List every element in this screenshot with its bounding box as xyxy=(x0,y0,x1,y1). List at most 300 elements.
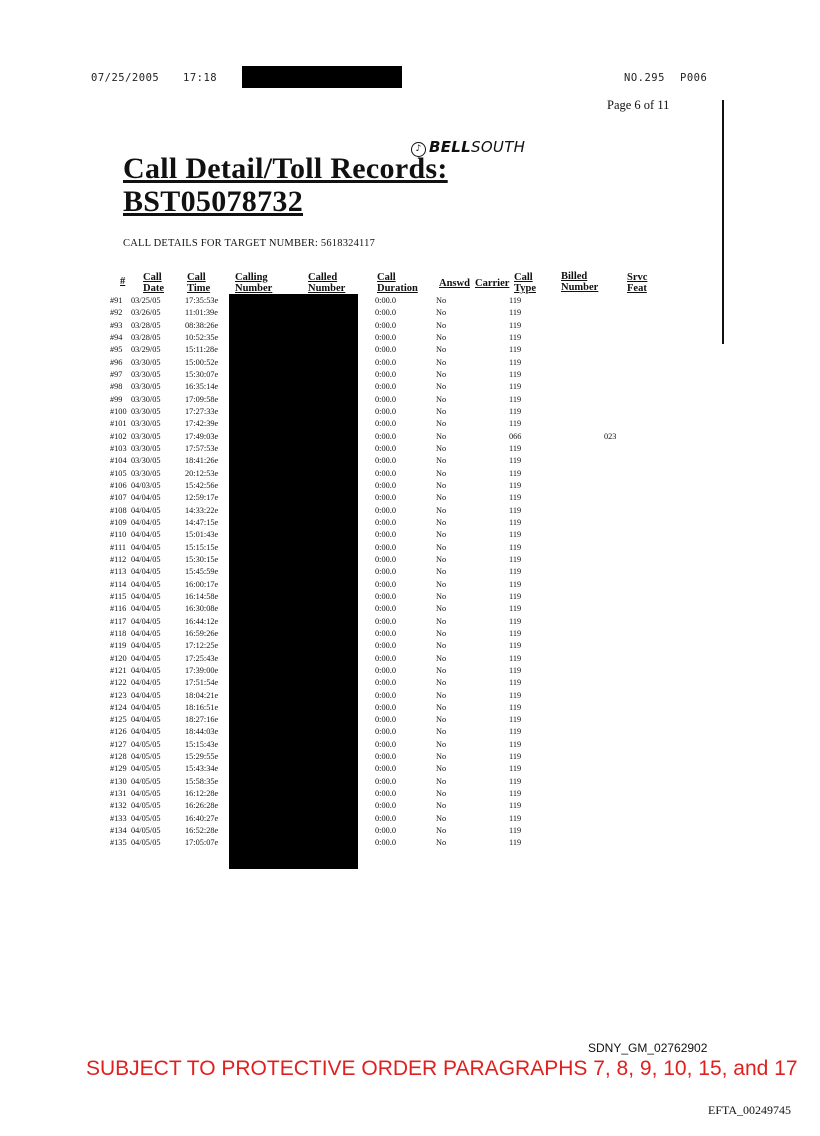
row-srvc-feat xyxy=(604,800,616,812)
row-answered: No xyxy=(436,813,447,823)
row-duration: 0:00.0 xyxy=(375,826,396,836)
row-date: 04/05/05 xyxy=(131,764,161,774)
table-row xyxy=(110,603,616,615)
row-call-type: 119 xyxy=(509,801,522,811)
table-row xyxy=(110,763,616,775)
protective-order-notice: SUBJECT TO PROTECTIVE ORDER PARAGRAPHS 7, 8, 9, 10, 15, and 17 xyxy=(86,1057,798,1080)
row-srvc-feat xyxy=(604,591,616,603)
col-header-answered: Answd xyxy=(439,278,470,289)
row-duration: 0:00.0 xyxy=(375,345,396,355)
row-srvc-feat xyxy=(604,394,616,406)
table-row xyxy=(110,529,616,541)
row-srvc-feat xyxy=(604,751,616,763)
row-srvc-feat xyxy=(604,579,616,591)
row-duration: 0:00.0 xyxy=(375,382,396,392)
row-answered: No xyxy=(436,419,447,429)
row-answered: No xyxy=(436,530,447,540)
row-date: 03/30/05 xyxy=(131,456,161,466)
row-num: #124 xyxy=(110,702,127,712)
col-header-call-type: Call Type xyxy=(514,272,536,294)
row-srvc-feat xyxy=(604,640,616,652)
row-srvc-feat xyxy=(604,320,616,332)
col-header-srvc-feat: Srvc Feat xyxy=(627,272,648,294)
table-row xyxy=(110,295,616,307)
row-time: 17:51:54e xyxy=(185,678,219,688)
row-duration: 0:00.0 xyxy=(375,764,396,774)
row-duration: 0:00.0 xyxy=(375,431,396,441)
row-num: #105 xyxy=(110,468,127,478)
table-row xyxy=(110,307,616,319)
row-answered: No xyxy=(436,752,447,762)
row-srvc-feat xyxy=(604,542,616,554)
row-call-type: 119 xyxy=(509,320,522,330)
table-row xyxy=(110,344,616,356)
table-row xyxy=(110,505,616,517)
row-date: 03/28/05 xyxy=(131,332,161,342)
row-date: 03/30/05 xyxy=(131,382,161,392)
row-duration: 0:00.0 xyxy=(375,542,396,552)
row-num: #91 xyxy=(110,296,123,305)
row-answered: No xyxy=(436,517,447,527)
row-num: #117 xyxy=(110,616,127,626)
row-call-type: 119 xyxy=(509,530,522,540)
row-num: #93 xyxy=(110,320,123,330)
row-num: #99 xyxy=(110,394,123,404)
row-srvc-feat xyxy=(604,505,616,517)
row-time: 16:40:27e xyxy=(185,813,219,823)
table-row xyxy=(110,517,616,529)
row-srvc-feat xyxy=(604,788,616,800)
table-row xyxy=(110,776,616,788)
row-call-type: 119 xyxy=(509,826,522,836)
row-duration: 0:00.0 xyxy=(375,369,396,379)
row-call-type: 119 xyxy=(509,505,522,515)
row-duration: 0:00.0 xyxy=(375,406,396,416)
table-row xyxy=(110,492,616,504)
row-srvc-feat xyxy=(604,726,616,738)
row-call-type: 119 xyxy=(509,739,522,749)
row-date: 03/30/05 xyxy=(131,443,161,453)
row-answered: No xyxy=(436,493,447,503)
row-time: 16:59:26e xyxy=(185,628,219,638)
row-time: 15:45:59e xyxy=(185,567,219,577)
row-call-type: 119 xyxy=(509,456,522,466)
table-row xyxy=(110,702,616,714)
table-row xyxy=(110,406,616,418)
row-time: 17:05:07e xyxy=(185,838,219,848)
row-num: #108 xyxy=(110,505,127,515)
row-duration: 0:00.0 xyxy=(375,813,396,823)
row-answered: No xyxy=(436,320,447,330)
row-duration: 0:00.0 xyxy=(375,332,396,342)
row-call-type: 119 xyxy=(509,604,522,614)
row-call-type: 119 xyxy=(509,443,522,453)
row-call-type: 119 xyxy=(509,752,522,762)
row-num: #92 xyxy=(110,308,123,318)
row-answered: No xyxy=(436,641,447,651)
bates-number: SDNY_GM_02762902 xyxy=(588,1041,708,1055)
row-num: #134 xyxy=(110,826,127,836)
row-duration: 0:00.0 xyxy=(375,320,396,330)
row-duration: 0:00.0 xyxy=(375,493,396,503)
row-time: 18:16:51e xyxy=(185,702,219,712)
col-header-carrier: Carrier xyxy=(475,278,510,289)
table-row xyxy=(110,431,616,443)
table-row xyxy=(110,394,616,406)
row-srvc-feat xyxy=(604,517,616,529)
table-row xyxy=(110,332,616,344)
row-duration: 0:00.0 xyxy=(375,715,396,725)
row-num: #113 xyxy=(110,567,127,577)
row-time: 15:43:34e xyxy=(185,764,219,774)
row-srvc-feat xyxy=(604,665,616,677)
row-date: 03/28/05 xyxy=(131,320,161,330)
row-answered: No xyxy=(436,382,447,392)
row-duration: 0:00.0 xyxy=(375,517,396,527)
row-duration: 0:00.0 xyxy=(375,727,396,737)
row-call-type: 119 xyxy=(509,678,522,688)
row-duration: 0:00.0 xyxy=(375,296,396,305)
row-time: 16:30:08e xyxy=(185,604,219,614)
row-call-type: 119 xyxy=(509,517,522,527)
logo-light-text: SOUTH xyxy=(471,138,526,156)
row-call-type: 119 xyxy=(509,394,522,404)
col-header-call-time: Call Time xyxy=(187,272,211,294)
table-row xyxy=(110,690,616,702)
table-row xyxy=(110,751,616,763)
row-answered: No xyxy=(436,653,447,663)
row-call-type: 119 xyxy=(509,332,522,342)
row-call-type: 119 xyxy=(509,838,522,848)
row-date: 04/05/05 xyxy=(131,789,161,799)
row-num: #116 xyxy=(110,604,127,614)
row-date: 03/26/05 xyxy=(131,308,161,318)
row-call-type: 119 xyxy=(509,727,522,737)
row-srvc-feat xyxy=(604,702,616,714)
row-call-type: 119 xyxy=(509,764,522,774)
row-num: #112 xyxy=(110,554,127,564)
row-call-type: 066 xyxy=(509,431,522,441)
table-row xyxy=(110,788,616,800)
row-num: #127 xyxy=(110,739,127,749)
row-srvc-feat xyxy=(604,418,616,430)
row-srvc-feat xyxy=(604,690,616,702)
fax-date: 07/25/2005 xyxy=(91,72,160,84)
row-time: 17:25:43e xyxy=(185,653,219,663)
row-call-type: 119 xyxy=(509,308,522,318)
row-srvc-feat xyxy=(604,813,616,825)
row-srvc-feat xyxy=(604,739,616,751)
row-num: #130 xyxy=(110,776,127,786)
row-srvc-feat xyxy=(604,295,616,307)
row-answered: No xyxy=(436,702,447,712)
row-time: 18:44:03e xyxy=(185,727,219,737)
row-srvc-feat xyxy=(604,837,616,849)
page-title-line1: Call Detail/Toll Records: xyxy=(123,152,448,185)
row-call-type: 119 xyxy=(509,789,522,799)
row-call-type: 119 xyxy=(509,813,522,823)
col-header-call-duration: Call Duration xyxy=(377,272,418,294)
row-duration: 0:00.0 xyxy=(375,443,396,453)
row-num: #128 xyxy=(110,752,127,762)
table-row xyxy=(110,480,616,492)
row-duration: 0:00.0 xyxy=(375,530,396,540)
row-srvc-feat xyxy=(604,381,616,393)
row-answered: No xyxy=(436,665,447,675)
row-num: #111 xyxy=(110,542,126,552)
row-answered: No xyxy=(436,431,447,441)
row-date: 04/05/05 xyxy=(131,776,161,786)
row-answered: No xyxy=(436,838,447,848)
row-num: #119 xyxy=(110,641,127,651)
row-duration: 0:00.0 xyxy=(375,591,396,601)
row-srvc-feat xyxy=(604,332,616,344)
row-call-type: 119 xyxy=(509,296,522,305)
row-date: 04/04/05 xyxy=(131,641,161,651)
row-duration: 0:00.0 xyxy=(375,308,396,318)
row-date: 04/04/05 xyxy=(131,653,161,663)
row-time: 11:01:39e xyxy=(185,308,218,318)
row-duration: 0:00.0 xyxy=(375,357,396,367)
row-time: 14:33:22e xyxy=(185,505,219,515)
row-num: #120 xyxy=(110,653,127,663)
row-answered: No xyxy=(436,579,447,589)
table-row xyxy=(110,640,616,652)
row-srvc-feat xyxy=(604,776,616,788)
table-row xyxy=(110,566,616,578)
row-call-type: 119 xyxy=(509,653,522,663)
table-row xyxy=(110,369,616,381)
row-srvc-feat xyxy=(604,554,616,566)
row-num: #98 xyxy=(110,382,123,392)
row-answered: No xyxy=(436,369,447,379)
row-date: 03/30/05 xyxy=(131,406,161,416)
row-srvc-feat xyxy=(604,529,616,541)
row-time: 16:44:12e xyxy=(185,616,219,626)
row-answered: No xyxy=(436,616,447,626)
row-num: #118 xyxy=(110,628,127,638)
row-srvc-feat xyxy=(604,763,616,775)
row-duration: 0:00.0 xyxy=(375,419,396,429)
row-answered: No xyxy=(436,308,447,318)
row-duration: 0:00.0 xyxy=(375,776,396,786)
row-date: 04/04/05 xyxy=(131,678,161,688)
row-srvc-feat xyxy=(604,406,616,418)
table-row xyxy=(110,468,616,480)
row-date: 04/04/05 xyxy=(131,579,161,589)
row-date: 04/05/05 xyxy=(131,838,161,848)
row-srvc-feat xyxy=(604,307,616,319)
fax-time: 17:18 xyxy=(183,72,218,84)
fax-number: NO.295 xyxy=(624,72,665,84)
row-date: 03/30/05 xyxy=(131,369,161,379)
row-date: 04/04/05 xyxy=(131,604,161,614)
row-srvc-feat xyxy=(604,825,616,837)
row-date: 03/30/05 xyxy=(131,468,161,478)
row-num: #94 xyxy=(110,332,123,342)
row-num: #109 xyxy=(110,517,127,527)
row-answered: No xyxy=(436,456,447,466)
row-answered: No xyxy=(436,332,447,342)
table-row xyxy=(110,800,616,812)
table-row xyxy=(110,554,616,566)
row-srvc-feat xyxy=(604,357,616,369)
row-srvc-feat xyxy=(604,653,616,665)
row-srvc-feat xyxy=(604,492,616,504)
row-date: 03/30/05 xyxy=(131,431,161,441)
row-duration: 0:00.0 xyxy=(375,789,396,799)
row-time: 15:11:28e xyxy=(185,345,218,355)
row-num: #102 xyxy=(110,431,127,441)
row-call-type: 119 xyxy=(509,690,522,700)
row-answered: No xyxy=(436,690,447,700)
row-num: #96 xyxy=(110,357,123,367)
row-time: 18:41:26e xyxy=(185,456,219,466)
row-num: #122 xyxy=(110,678,127,688)
row-call-type: 119 xyxy=(509,542,522,552)
row-srvc-feat xyxy=(604,628,616,640)
row-date: 03/29/05 xyxy=(131,345,161,355)
table-row xyxy=(110,320,616,332)
table-row xyxy=(110,726,616,738)
row-time: 15:30:07e xyxy=(185,369,219,379)
row-answered: No xyxy=(436,715,447,725)
row-time: 20:12:53e xyxy=(185,468,219,478)
call-records-table xyxy=(110,295,616,850)
row-date: 04/05/05 xyxy=(131,826,161,836)
row-answered: No xyxy=(436,826,447,836)
row-time: 17:49:03e xyxy=(185,431,219,441)
row-answered: No xyxy=(436,764,447,774)
table-row xyxy=(110,418,616,430)
row-date: 04/04/05 xyxy=(131,727,161,737)
row-date: 04/04/05 xyxy=(131,665,161,675)
row-time: 18:04:21e xyxy=(185,690,219,700)
row-date: 04/04/05 xyxy=(131,530,161,540)
target-number-heading: CALL DETAILS FOR TARGET NUMBER: 5618324117 xyxy=(123,238,376,249)
row-num: #126 xyxy=(110,727,127,737)
row-duration: 0:00.0 xyxy=(375,702,396,712)
table-row xyxy=(110,357,616,369)
page-title-line2: BST05078732 xyxy=(123,185,304,218)
row-srvc-feat xyxy=(604,677,616,689)
row-call-type: 119 xyxy=(509,419,522,429)
row-num: #107 xyxy=(110,493,127,503)
row-answered: No xyxy=(436,296,447,305)
row-time: 08:38:26e xyxy=(185,320,219,330)
row-num: #131 xyxy=(110,789,127,799)
row-num: #106 xyxy=(110,480,127,490)
row-date: 04/04/05 xyxy=(131,542,161,552)
table-row xyxy=(110,443,616,455)
row-duration: 0:00.0 xyxy=(375,616,396,626)
row-time: 16:00:17e xyxy=(185,579,219,589)
row-answered: No xyxy=(436,394,447,404)
row-duration: 0:00.0 xyxy=(375,604,396,614)
row-duration: 0:00.0 xyxy=(375,480,396,490)
row-date: 04/04/05 xyxy=(131,702,161,712)
row-srvc-feat xyxy=(604,344,616,356)
row-call-type: 119 xyxy=(509,641,522,651)
table-row xyxy=(110,653,616,665)
row-time: 17:12:25e xyxy=(185,641,219,651)
row-time: 16:14:58e xyxy=(185,591,219,601)
row-answered: No xyxy=(436,678,447,688)
row-answered: No xyxy=(436,468,447,478)
row-time: 16:35:14e xyxy=(185,382,219,392)
row-time: 17:39:00e xyxy=(185,665,219,675)
row-date: 04/04/05 xyxy=(131,616,161,626)
row-call-type: 119 xyxy=(509,480,522,490)
row-num: #132 xyxy=(110,801,127,811)
row-srvc-feat xyxy=(604,566,616,578)
row-num: #104 xyxy=(110,456,127,466)
row-duration: 0:00.0 xyxy=(375,739,396,749)
row-time: 15:15:15e xyxy=(185,542,219,552)
row-call-type: 119 xyxy=(509,591,522,601)
row-call-type: 119 xyxy=(509,665,522,675)
row-date: 04/05/05 xyxy=(131,813,161,823)
row-time: 17:27:33e xyxy=(185,406,219,416)
row-duration: 0:00.0 xyxy=(375,665,396,675)
row-date: 03/30/05 xyxy=(131,357,161,367)
row-srvc-feat xyxy=(604,369,616,381)
row-srvc-feat xyxy=(604,480,616,492)
col-header-call-date: Call Date xyxy=(143,272,164,294)
row-time: 18:27:16e xyxy=(185,715,219,725)
row-num: #114 xyxy=(110,579,127,589)
table-row xyxy=(110,381,616,393)
row-call-type: 119 xyxy=(509,357,522,367)
row-srvc-feat: 023 xyxy=(604,431,617,441)
row-num: #100 xyxy=(110,406,127,416)
row-date: 04/04/05 xyxy=(131,715,161,725)
col-header-calling-number: Calling Number xyxy=(235,272,273,294)
row-num: #129 xyxy=(110,764,127,774)
row-duration: 0:00.0 xyxy=(375,456,396,466)
row-answered: No xyxy=(436,628,447,638)
table-row xyxy=(110,665,616,677)
row-date: 04/04/05 xyxy=(131,493,161,503)
row-num: #97 xyxy=(110,369,123,379)
row-date: 03/30/05 xyxy=(131,394,161,404)
row-duration: 0:00.0 xyxy=(375,678,396,688)
row-time: 12:59:17e xyxy=(185,493,219,503)
row-time: 15:00:52e xyxy=(185,357,219,367)
table-row xyxy=(110,542,616,554)
row-date: 03/30/05 xyxy=(131,419,161,429)
row-call-type: 119 xyxy=(509,345,522,355)
row-duration: 0:00.0 xyxy=(375,468,396,478)
row-num: #110 xyxy=(110,530,127,540)
row-answered: No xyxy=(436,554,447,564)
table-row xyxy=(110,714,616,726)
fax-page-code: P006 xyxy=(680,72,708,84)
table-row xyxy=(110,591,616,603)
row-call-type: 119 xyxy=(509,468,522,478)
row-time: 14:47:15e xyxy=(185,517,219,527)
table-row xyxy=(110,616,616,628)
row-answered: No xyxy=(436,357,447,367)
row-answered: No xyxy=(436,480,447,490)
row-time: 15:30:15e xyxy=(185,554,219,564)
row-answered: No xyxy=(436,789,447,799)
row-num: #115 xyxy=(110,591,127,601)
row-answered: No xyxy=(436,739,447,749)
row-date: 04/04/05 xyxy=(131,517,161,527)
row-call-type: 119 xyxy=(509,567,522,577)
row-call-type: 119 xyxy=(509,702,522,712)
